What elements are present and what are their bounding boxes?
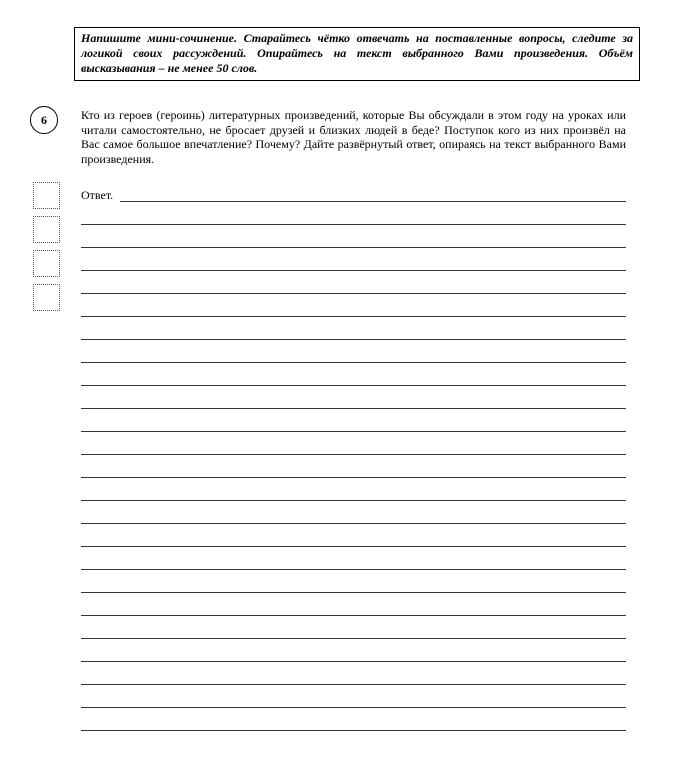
task-number-badge	[30, 106, 58, 134]
answer-line[interactable]	[81, 362, 626, 363]
answer-line[interactable]	[81, 500, 626, 501]
score-box[interactable]	[33, 284, 60, 311]
answer-line[interactable]	[81, 546, 626, 547]
answer-line[interactable]	[120, 201, 626, 202]
answer-line[interactable]	[81, 661, 626, 662]
answer-line[interactable]	[81, 730, 626, 731]
task-number: 6	[41, 112, 47, 127]
answer-line[interactable]	[81, 684, 626, 685]
answer-line[interactable]	[81, 339, 626, 340]
score-box[interactable]	[33, 182, 60, 209]
answer-line[interactable]	[81, 615, 626, 616]
score-box[interactable]	[33, 250, 60, 277]
answer-line[interactable]	[81, 270, 626, 271]
answer-line[interactable]	[81, 293, 626, 294]
answer-label: Ответ.	[81, 188, 114, 202]
instruction-box	[74, 27, 640, 81]
answer-line[interactable]	[81, 224, 626, 225]
answer-line[interactable]	[81, 477, 626, 478]
answer-line[interactable]	[81, 707, 626, 708]
answer-line[interactable]	[81, 431, 626, 432]
answer-line[interactable]	[81, 408, 626, 409]
answer-line[interactable]	[81, 316, 626, 317]
answer-line[interactable]	[81, 523, 626, 524]
answer-line[interactable]	[81, 569, 626, 570]
question-text: Кто из героев (героинь) литературных произведений, которые Вы обсуждали в этом году на уроках или читали самостоятельно, не бросает друзей и близких людей в беде? Поступок кого из них произвёл на Вас самое большое впечатление? Почему? Дайте развёрнутый ответ, опираясь на текст выбранного Вами произведения.	[81, 108, 626, 166]
answer-line[interactable]	[81, 385, 626, 386]
instruction-text: Напишите мини-сочинение. Старайтесь чётко отвечать на поставленные вопросы, следите за логикой своих рассуждений. Опирайтесь на текст выбранного Вами произведения. Объём высказывания – не менее 50 слов.	[81, 31, 633, 75]
answer-line[interactable]	[81, 638, 626, 639]
answer-line[interactable]	[81, 592, 626, 593]
answer-line[interactable]	[81, 454, 626, 455]
score-box[interactable]	[33, 216, 60, 243]
answer-line[interactable]	[81, 247, 626, 248]
